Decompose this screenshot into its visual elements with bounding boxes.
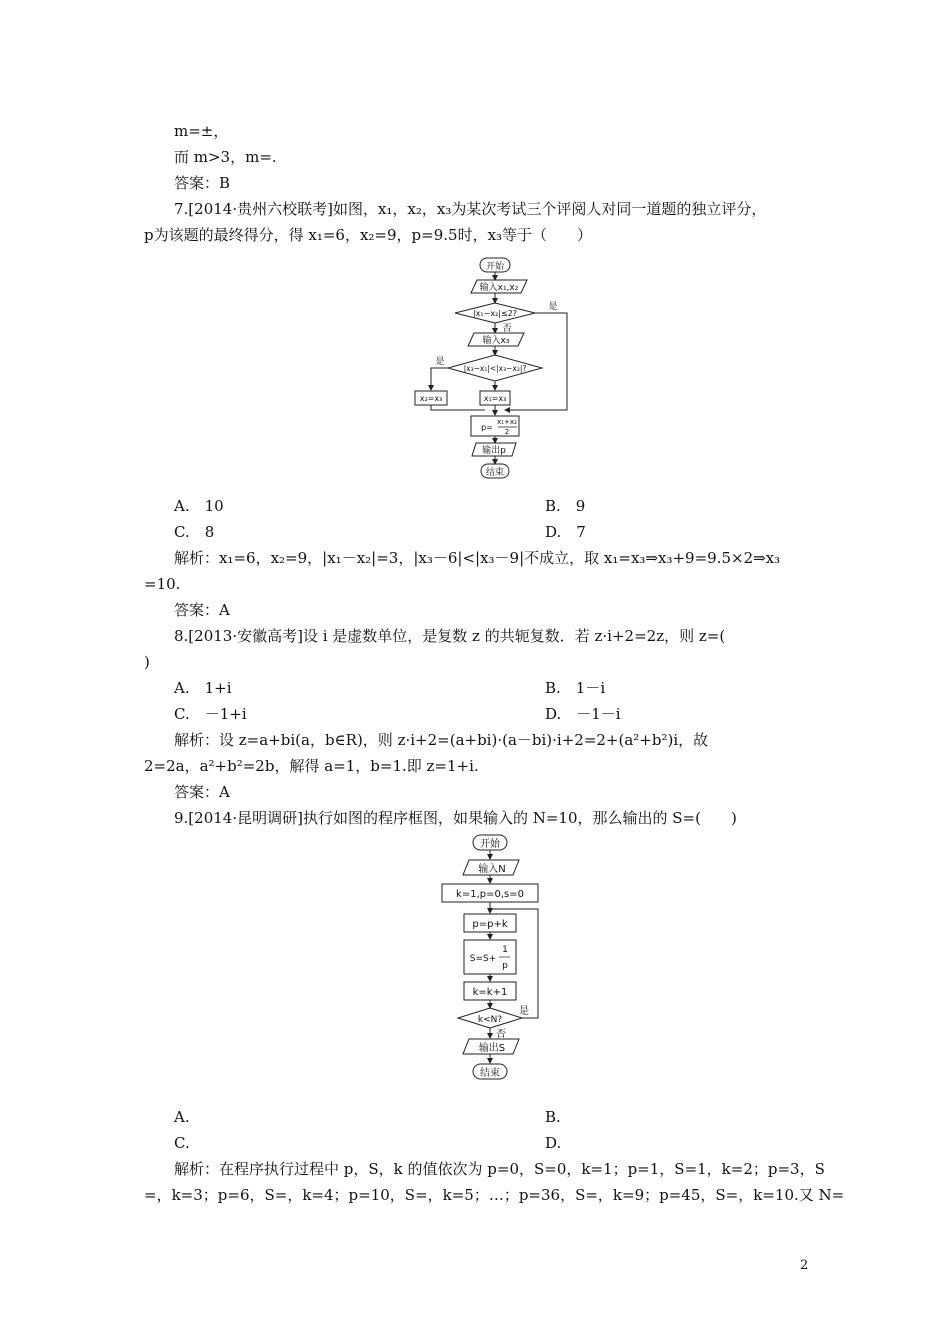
answer-line: 答案：B <box>174 174 231 192</box>
question-7-stem-cont: p为该题的最终得分，得 x₁=6，x₂=9，p=9.5时，x₃等于（ ） <box>144 226 593 244</box>
flow2-init: k=1,p=0,s=0 <box>456 889 524 900</box>
flow2-yes: 是 <box>519 1006 529 1017</box>
q9-option-a: A. <box>174 1108 190 1126</box>
q8-option-a: A. 1+i <box>174 679 232 697</box>
flow2-step2-num: 1 <box>502 945 508 955</box>
text-line: 而 m>3，m=. <box>174 148 277 166</box>
flow1-assign-left: x₂=x₃ <box>419 394 443 403</box>
flow1-input12: 输入x₁,x₂ <box>479 283 519 293</box>
text-line: m=±， <box>174 122 229 140</box>
question-9-stem: 9.[2014·昆明调研]执行如图的程序框图，如果输入的 N=10，那么输出的 S=( ) <box>174 809 737 827</box>
q7-solution: 解析：x₁=6，x₂=9，|x₁－x₂|=3，|x₃－6|<|x₃－9|不成立，取 x₁=x₃⇒x₃+9=9.5×2⇒x₃ <box>174 549 781 567</box>
flow2-step3: k=k+1 <box>472 987 508 998</box>
question-7-stem: 7.[2014·贵州六校联考]如图，x₁，x₂，x₃为某次考试三个评阅人对同一道题的独立评分， <box>174 200 767 218</box>
flow2-input: 输入N <box>478 864 506 875</box>
q7-option-b: B. 9 <box>545 497 586 515</box>
q8-option-c: C. －1+i <box>174 705 247 723</box>
q7-option-a: A. 10 <box>174 497 224 515</box>
flow2-no: 否 <box>496 1029 506 1040</box>
flow1-formula-num: x₁+x₂ <box>497 418 517 426</box>
flow2-start: 开始 <box>480 839 500 850</box>
q7-answer: 答案：A <box>174 601 230 619</box>
q9-option-b: B. <box>545 1108 561 1126</box>
flow2-step2-lhs: S=S+ <box>469 954 497 964</box>
flow1-no1: 否 <box>502 324 512 334</box>
flow1-yes1: 是 <box>548 302 558 312</box>
flowchart-1 <box>410 254 590 486</box>
flow1-cond1: |x₁−x₂|≤2? <box>472 309 518 318</box>
question-8-stem: 8.[2013·安徽高考]设 i 是虚数单位，是复数 z 的共轭复数．若 z·i+2=2z，则 z=( <box>174 627 726 645</box>
flow1-output: 输出p <box>482 446 506 456</box>
flow1-cond2: |x₃−x₁|<|x₃−x₂|? <box>463 364 527 373</box>
question-8-stem-cont: ) <box>144 653 150 671</box>
q9-solution: 解析：在程序执行过程中 p，S，k 的值依次为 p=0，S=0，k=1；p=1，S=1，k=2；p=3，S <box>174 1160 825 1178</box>
flow1-formula-den: 2 <box>504 428 510 436</box>
q8-solution-cont: 2=2a，a²+b²=2b，解得 a=1，b=1.即 z=1+i. <box>144 757 479 775</box>
q7-option-c: C. 8 <box>174 523 215 541</box>
q8-option-d: D. －1－i <box>545 705 621 723</box>
flow1-yes2: 是 <box>435 357 445 367</box>
flow1-formula-lhs: p= <box>481 423 493 432</box>
flowchart-2 <box>430 832 550 1098</box>
flow2-cond: k<N? <box>477 1015 503 1025</box>
flow2-step2-den: p <box>502 961 508 971</box>
flow1-start: 开始 <box>485 262 505 272</box>
flow2-end: 结束 <box>480 1068 500 1079</box>
flow1-assign-right: x₁=x₃ <box>483 394 507 403</box>
q9-option-d: D. <box>545 1134 562 1152</box>
flow1-input3: 输入x₃ <box>482 336 510 346</box>
page-number: 2 <box>800 1258 809 1273</box>
flow2-step1: p=p+k <box>472 919 508 930</box>
q9-solution-cont: =，k=3；p=6，S=，k=4；p=10，S=，k=5；…；p=36，S=，k=9；p=45，S=，k=10.又 N= <box>144 1186 845 1204</box>
q7-option-d: D. 7 <box>545 523 586 541</box>
flow1-end: 结束 <box>485 468 505 478</box>
q7-solution-cont: =10. <box>144 575 181 593</box>
q8-option-b: B. 1－i <box>545 679 606 697</box>
q8-answer: 答案：A <box>174 783 230 801</box>
flow2-output: 输出S <box>478 1043 506 1054</box>
q9-option-c: C. <box>174 1134 190 1152</box>
q8-solution: 解析：设 z=a+bi(a，b∈R)，则 z·i+2=(a+bi)·(a－bi)·i+2=2+(a²+b²)i，故 <box>174 731 709 749</box>
